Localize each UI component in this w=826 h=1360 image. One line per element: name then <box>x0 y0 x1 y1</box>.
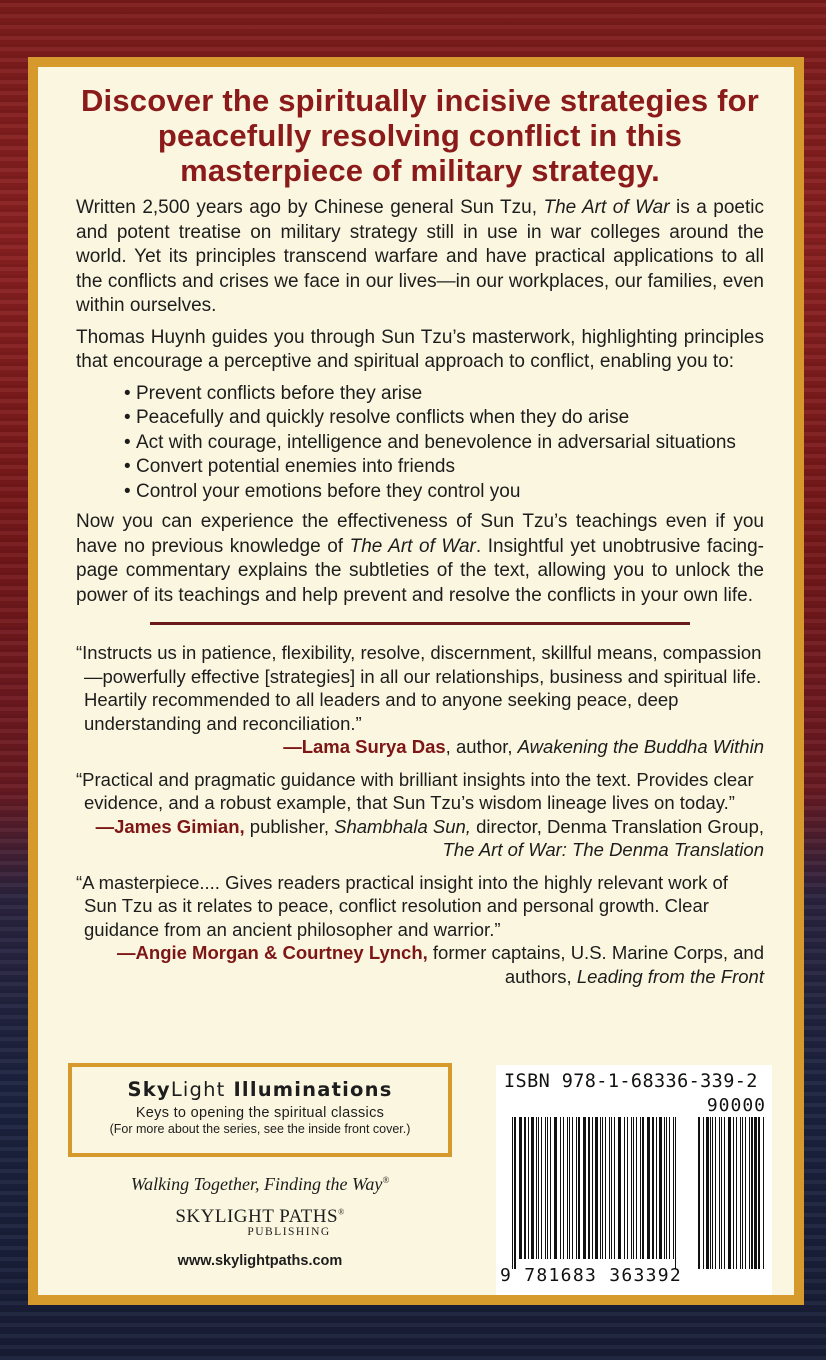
barcode-bar <box>609 1117 610 1259</box>
barcode-bar <box>514 1117 516 1269</box>
barcode-bar <box>749 1117 750 1269</box>
barcode-bar <box>712 1117 713 1269</box>
barcode-bar <box>631 1117 632 1259</box>
cover-frame <box>28 57 804 1305</box>
barcode-bar <box>642 1117 644 1259</box>
barcode-bar <box>719 1117 720 1269</box>
barcode-bar <box>763 1117 764 1269</box>
barcode-bar <box>758 1117 760 1269</box>
barcode-bar <box>588 1117 590 1259</box>
list-item: • Control your emotions before they control you <box>124 480 521 502</box>
barcode-bar <box>547 1117 548 1259</box>
isbn-barcode <box>496 1065 772 1295</box>
barcode-bar <box>569 1117 570 1259</box>
barcode-bar <box>733 1117 734 1269</box>
publisher-logo: SKYLIGHT PATHS® PUBLISHING <box>175 1206 345 1238</box>
barcode-bar <box>633 1117 634 1259</box>
list-item: • Peacefully and quickly resolve conflicts when they do arise <box>124 407 630 428</box>
barcode-bar <box>724 1117 725 1269</box>
barcode-bar <box>721 1117 722 1269</box>
publisher-tagline: Walking Together, Finding the Way® <box>130 1174 390 1194</box>
book-title: The Art of War <box>349 535 476 557</box>
series-title: SkyLight Illuminations <box>127 1078 393 1101</box>
endorsement-attribution-1: —Lama Surya Das, author, Awakening the Buddha Within <box>283 736 764 757</box>
barcode-bar <box>703 1117 704 1269</box>
intro-paragraph-2: Thomas Huynh guides you through Sun Tzu’s masterwork, highlighting principles that encourage a perceptive and spiritual approach to conflict, enabling you to: <box>76 326 764 372</box>
barcode-bar <box>627 1117 628 1259</box>
barcode-bar <box>706 1117 709 1269</box>
barcode-bar <box>656 1117 657 1259</box>
barcode-bar <box>698 1117 700 1269</box>
price-code: 90000 <box>706 1095 766 1116</box>
barcode-bar <box>538 1117 539 1259</box>
barcode-bar <box>611 1117 612 1259</box>
barcode-bar <box>728 1117 731 1269</box>
barcode-bar <box>754 1117 757 1269</box>
barcode-bar <box>736 1117 737 1269</box>
barcode-bar <box>675 1117 676 1269</box>
barcode-bar <box>715 1117 716 1269</box>
barcode-bar <box>669 1117 670 1259</box>
barcode-bar <box>583 1117 586 1259</box>
barcode-bar <box>576 1117 577 1259</box>
back-cover-panel <box>38 67 794 1295</box>
barcode-bar <box>602 1117 603 1259</box>
barcode-bar <box>664 1117 665 1259</box>
series-subtitle: Keys to opening the spiritual classics <box>135 1105 385 1121</box>
barcode-bar <box>618 1117 621 1259</box>
barcode-bar <box>560 1117 561 1259</box>
barcode-bar <box>751 1117 753 1269</box>
barcode-bar <box>636 1117 637 1259</box>
barcode-bar <box>567 1117 568 1259</box>
barcode-bar <box>541 1117 542 1259</box>
barcode-bar <box>550 1117 551 1259</box>
barcode-bar <box>578 1117 580 1259</box>
barcode-bar <box>536 1117 537 1259</box>
barcode-bar <box>647 1117 650 1259</box>
barcode-bar <box>600 1117 601 1259</box>
barcode-bar <box>624 1117 625 1259</box>
series-box <box>68 1063 452 1157</box>
intro-paragraph-3: Now you can experience the effectiveness of Sun Tzu’s teachings even if you have no previous knowledge of The Art of War. Insightful yet unobtrusive facing-page commentary explains the subtleties of the text, allowing you to unlock the power of its teachings and help prevent and resolve the conflicts in your own life. <box>76 511 765 606</box>
list-item: • Prevent conflicts before they arise <box>124 382 423 404</box>
barcode-bar <box>572 1117 573 1259</box>
barcode-bar <box>592 1117 593 1259</box>
barcode-bar <box>554 1117 557 1259</box>
barcode-bar <box>710 1117 711 1269</box>
book-title: The Art of War <box>543 197 670 218</box>
barcode-bar <box>512 1117 513 1269</box>
barcode-bar <box>740 1117 741 1269</box>
barcode-bar <box>545 1117 546 1259</box>
barcode-bar <box>745 1117 746 1269</box>
endorsement-quote-3: “A masterpiece.... Gives readers practical insight into the highly relevant work of Sun Tzu as it relates to peace, conflict resolution and personal growth. Clear guidance from an ancient philosopher and warrior.” <box>76 871 728 940</box>
isbn-label: ISBN 978-1-68336-339-2 <box>504 1071 758 1092</box>
barcode-bar <box>666 1117 667 1259</box>
barcode-bar <box>531 1117 534 1259</box>
divider <box>150 622 690 625</box>
endorsement-attribution-3: —Angie Morgan & Courtney Lynch, former captains, U.S. Marine Corps, and authors, Leading from the Front <box>117 942 764 987</box>
barcode-bar <box>614 1117 615 1259</box>
barcode-bar <box>659 1117 662 1259</box>
endorsement-quote-2: “Practical and pragmatic guidance with brilliant insights into the text. Provides clear evidence, and a robust example, that Sun Tzu’s wisdom lineage lives on today.” <box>76 768 754 813</box>
barcode-bar <box>524 1117 526 1259</box>
barcode-bar <box>528 1117 529 1259</box>
barcode-bar <box>742 1117 743 1269</box>
barcode-bar <box>673 1117 674 1259</box>
barcode-bar <box>595 1117 598 1259</box>
barcode-bar <box>652 1117 654 1259</box>
endorsement-attribution-2: —James Gimian, publisher, Shambhala Sun, director, Denma Translation Group, The Art of War: The Denma Translation <box>95 815 764 860</box>
ean-digits: 9 781683 363392 <box>500 1265 683 1286</box>
barcode-bar <box>640 1117 641 1259</box>
list-item: • Convert potential enemies into friends <box>124 456 455 477</box>
series-note: (For more about the series, see the inside front cover.) <box>109 1122 411 1136</box>
benefits-list <box>76 382 764 505</box>
list-item: • Act with courage, intelligence and benevolence in adversarial situations <box>124 431 736 453</box>
headline: Discover the spiritually incisive strategies for peacefully resolving conflict in this masterpiece of military strategy. <box>80 83 760 188</box>
endorsement-quote-1: “Instructs us in patience, flexibility, resolve, discernment, skillful means, compassion—powerfully effective [strategies] in all our relationships, business and spiritual life. Heartily recommended to all leaders and to anyone seeking peace, deep understanding and reconciliation.” <box>76 642 762 734</box>
barcode-bar <box>605 1117 606 1259</box>
barcode-bar <box>519 1117 522 1259</box>
barcode-bar <box>563 1117 564 1259</box>
intro-paragraph-1: Written 2,500 years ago by Chinese general Sun Tzu, The Art of War is a poetic and potent treatise on military strategy still in use in war colleges around the world. Yet its principles transcend warfare and have practical applications to all the conflicts and crises we face in our lives—in our workplaces, our families, even within ourselves. <box>76 197 765 316</box>
publisher-website: www.skylightpaths.com <box>177 1253 343 1269</box>
